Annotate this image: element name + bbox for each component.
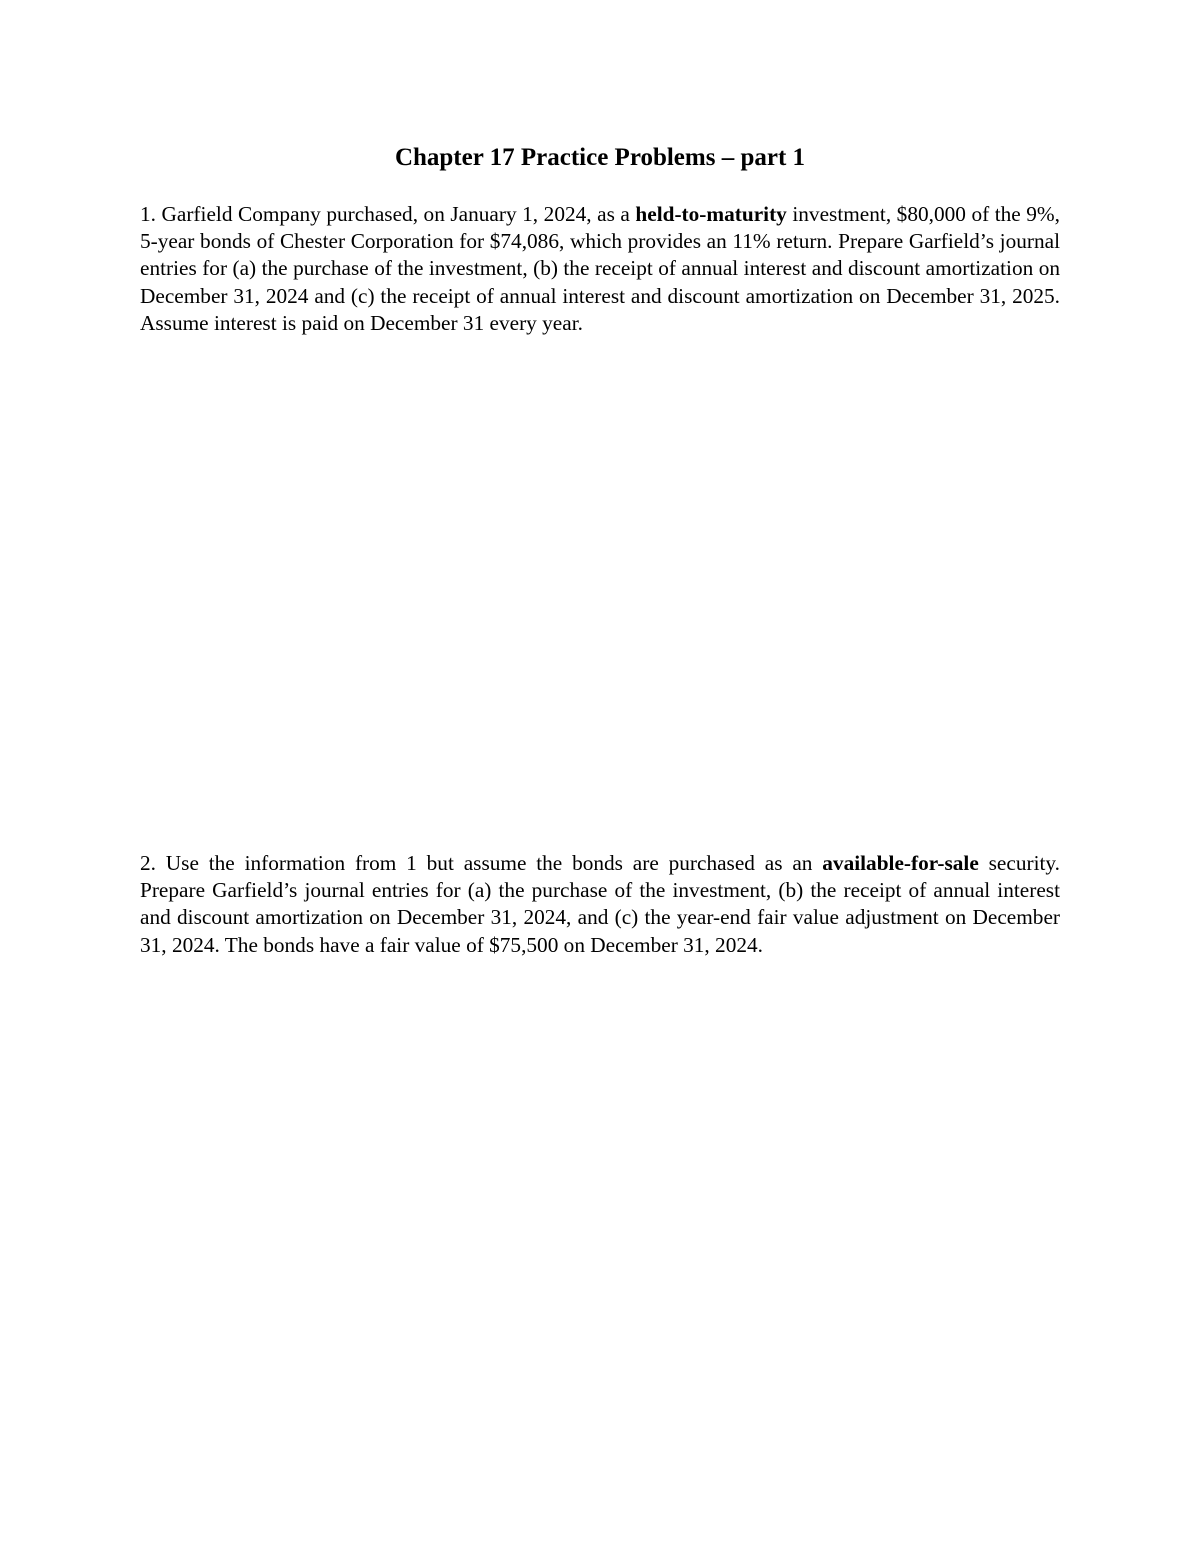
problem-1-emphasis: held-to-maturity	[635, 202, 787, 226]
page-title: Chapter 17 Practice Problems – part 1	[394, 144, 806, 171]
problem-1-text-end: investment, $80,000 of the 9%, 5-year bonds of Chester Corporation for $74,086, which provides an 11% return. Prepare Garfield’s journal entries for (a) the purchase of the investment, (b) the receipt of annual interest and discount amortization on December 31, 2024 and (c) the receipt of annual interest and discount amortization on December 31, 2025. Assume interest is paid on December 31 every year.	[140, 202, 1060, 335]
problem-2-emphasis: available-for-sale	[822, 851, 979, 875]
problem-2-text-end: security. Prepare Garfield’s journal entries for (a) the purchase of the investment, (b) the receipt of annual interest and discount amortization on December 31, 2024, and (c) the year-end fair value adjustment on December 31, 2024. The bonds have a fair value of $75,500 on December 31, 2024.	[140, 851, 1060, 957]
problem-1-text-start: 1. Garfield Company purchased, on January 1, 2024, as a	[140, 202, 636, 226]
problem-2-text-start: 2. Use the information from 1 but assume the bonds are purchased as an	[140, 851, 823, 875]
problem-2	[140, 850, 1060, 959]
problem-1	[140, 201, 1060, 337]
